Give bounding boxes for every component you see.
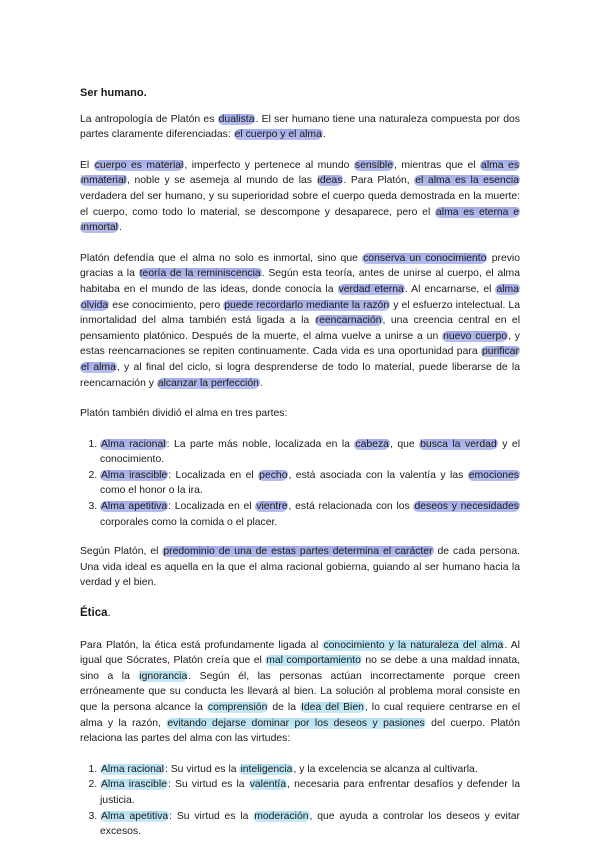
highlight: emociones: [468, 469, 519, 481]
paragraph-reminiscencia: Platón defendía que el alma no solo es inmortal, sino que conserva un conocimiento previo gracias a la teoría de la reminiscencia. Según esta teoría, antes de unirse al cuerpo, el alma habitaba en el mundo de las ideas, donde conocía la verdad eterna. Al encarnarse, el alma olvida ese conocimiento, pero puede recordarlo mediante la razón y el esfuerzo intelectual. La inmortalidad del alma también está ligada a la reencarnación, una creencia central en el pensamiento platónico. Después de la muerte, el alma vuelve a unirse a un nuevo cuerpo, y estas reencarnaciones se repiten continuamente. Cada vida es una oportunidad para purificar el alma, y al final del ciclo, si logra desprenderse de todo lo material, puede liberarse de la reencarnación y alcanzar la perfección.: [80, 252, 521, 389]
list-item: 2. Alma irascible: Su virtud es la valentía, necesaria para enfrentar desafíos y defender la justicia.: [100, 777, 520, 808]
highlight: el alma es la esencia: [415, 175, 519, 187]
highlight: alma es eterna e inmortal: [81, 206, 519, 234]
highlight: vientre: [256, 501, 288, 513]
list-item: 3. Alma apetitiva: Su virtud es la moderación, que ayuda a controlar los deseos y evitar excesos.: [100, 809, 520, 840]
highlight: conserva un conocimiento: [363, 252, 487, 264]
highlight: purificar el alma: [81, 346, 519, 373]
list-item: 2. Alma irascible: Localizada en el pecho, está asociada con la valentía y las emociones como el honor o la ira.: [100, 468, 520, 499]
highlight: Idea del Bien: [301, 702, 364, 713]
list-partes-alma: [80, 437, 520, 531]
highlight: Alma irascible: [101, 469, 168, 481]
highlight: cabeza: [355, 438, 389, 450]
highlight: Alma irascible: [101, 779, 167, 791]
list-item: 3. Alma apetitiva: Localizada en el vientre, está relacionada con los deseos y necesidades corporales como la comida o el placer.: [100, 499, 520, 530]
highlight: deseos y necesidades: [414, 501, 519, 513]
highlight: pecho: [259, 469, 288, 481]
highlight: reencarnación: [315, 315, 382, 327]
highlight: evitando dejarse dominar por los deseos y pasiones: [167, 717, 425, 729]
highlight: alcanzar la perfección: [157, 377, 259, 389]
paragraph-cuerpo-alma: El cuerpo es material, imperfecto y pertenece al mundo sensible, mientras que el alma es inmaterial, noble y se asemeja al mundo de las ideas. Para Platón, el alma es la esencia verdadera del ser humano, y su superioridad sobre el cuerpo queda demostrada en la muerte: el cuerpo, como todo lo material, se descompone y desaparece, pero el alma es eterna e inmortal.: [80, 159, 520, 234]
highlight: predominio de una de estas partes determina el carácter: [163, 546, 433, 558]
highlight: Alma racional: [101, 763, 164, 775]
list-virtudes: [80, 762, 520, 840]
paragraph-tres-partes: Platón también dividió el alma en tres partes:: [80, 408, 288, 420]
highlight: alma olvida: [81, 283, 519, 311]
list-item: 1. Alma racional: La parte más noble, localizada en la cabeza, que busca la verdad y el conocimiento.: [100, 437, 520, 468]
highlight: Alma racional: [101, 438, 166, 450]
highlight: Alma apetitiva: [101, 501, 168, 513]
section-title-ser-humano: Ser humano.: [80, 87, 147, 99]
highlight: teoría de la reminiscencia: [139, 268, 261, 280]
paragraph-predominio: Según Platón, el predominio de una de estas partes determina el carácter de cada persona. Una vida ideal es aquella en la que el alma racional gobierna, guiando al ser humano hacia la verdad y el bien.: [80, 546, 520, 589]
highlight: inteligencia: [240, 763, 293, 775]
paragraph-etica: Para Platón, la ética está profundamente ligada al conocimiento y la naturaleza del alma. Al igual que Sócrates, Platón creía que el mal comportamiento no se debe a una maldad innata, sino a la ignorancia. Según él, las personas actúan incorrectamente porque creen erróneamente que su conducta les llevará al bien. La solución al problema moral consiste en que la persona alcance la comprensión de la Idea del Bien, lo cual requiere centrarse en el alma y la razón, evitando dejarse dominar por los deseos y pasiones del cuerpo. Platón relaciona las partes del alma con las virtudes:: [80, 639, 521, 745]
paragraph-dualismo: La antropología de Platón es dualista. El ser humano tiene una naturaleza compuesta por dos partes claramente diferenciadas: el cuerpo y el alma.: [80, 113, 520, 141]
highlight: ideas: [317, 175, 343, 187]
highlight: el cuerpo y el alma: [234, 129, 322, 141]
highlight: busca la verdad: [420, 438, 497, 450]
highlight: ignorancia: [139, 670, 188, 682]
highlight: comprensión: [207, 702, 268, 713]
highlight: dualista: [218, 113, 255, 125]
highlight: valentía: [249, 779, 287, 791]
section-title-etica: Ética.: [80, 607, 111, 620]
highlight: sensible: [354, 159, 393, 171]
highlight: nuevo cuerpo: [443, 330, 508, 342]
highlight: verdad eterna: [338, 283, 404, 295]
list-item: 1. Alma racional: Su virtud es la inteligencia, y la excelencia se alcanza al cultivarla.: [100, 762, 520, 778]
highlight: moderación: [254, 810, 309, 822]
highlight: puede recordarlo mediante la razón: [224, 299, 390, 311]
highlight: Alma apetitiva: [101, 810, 169, 822]
highlight: conocimiento y la naturaleza del alma: [323, 639, 504, 651]
highlight: mal comportamiento: [266, 655, 361, 667]
highlight: alma es inmaterial: [81, 159, 520, 187]
highlight: cuerpo es material: [94, 159, 184, 171]
